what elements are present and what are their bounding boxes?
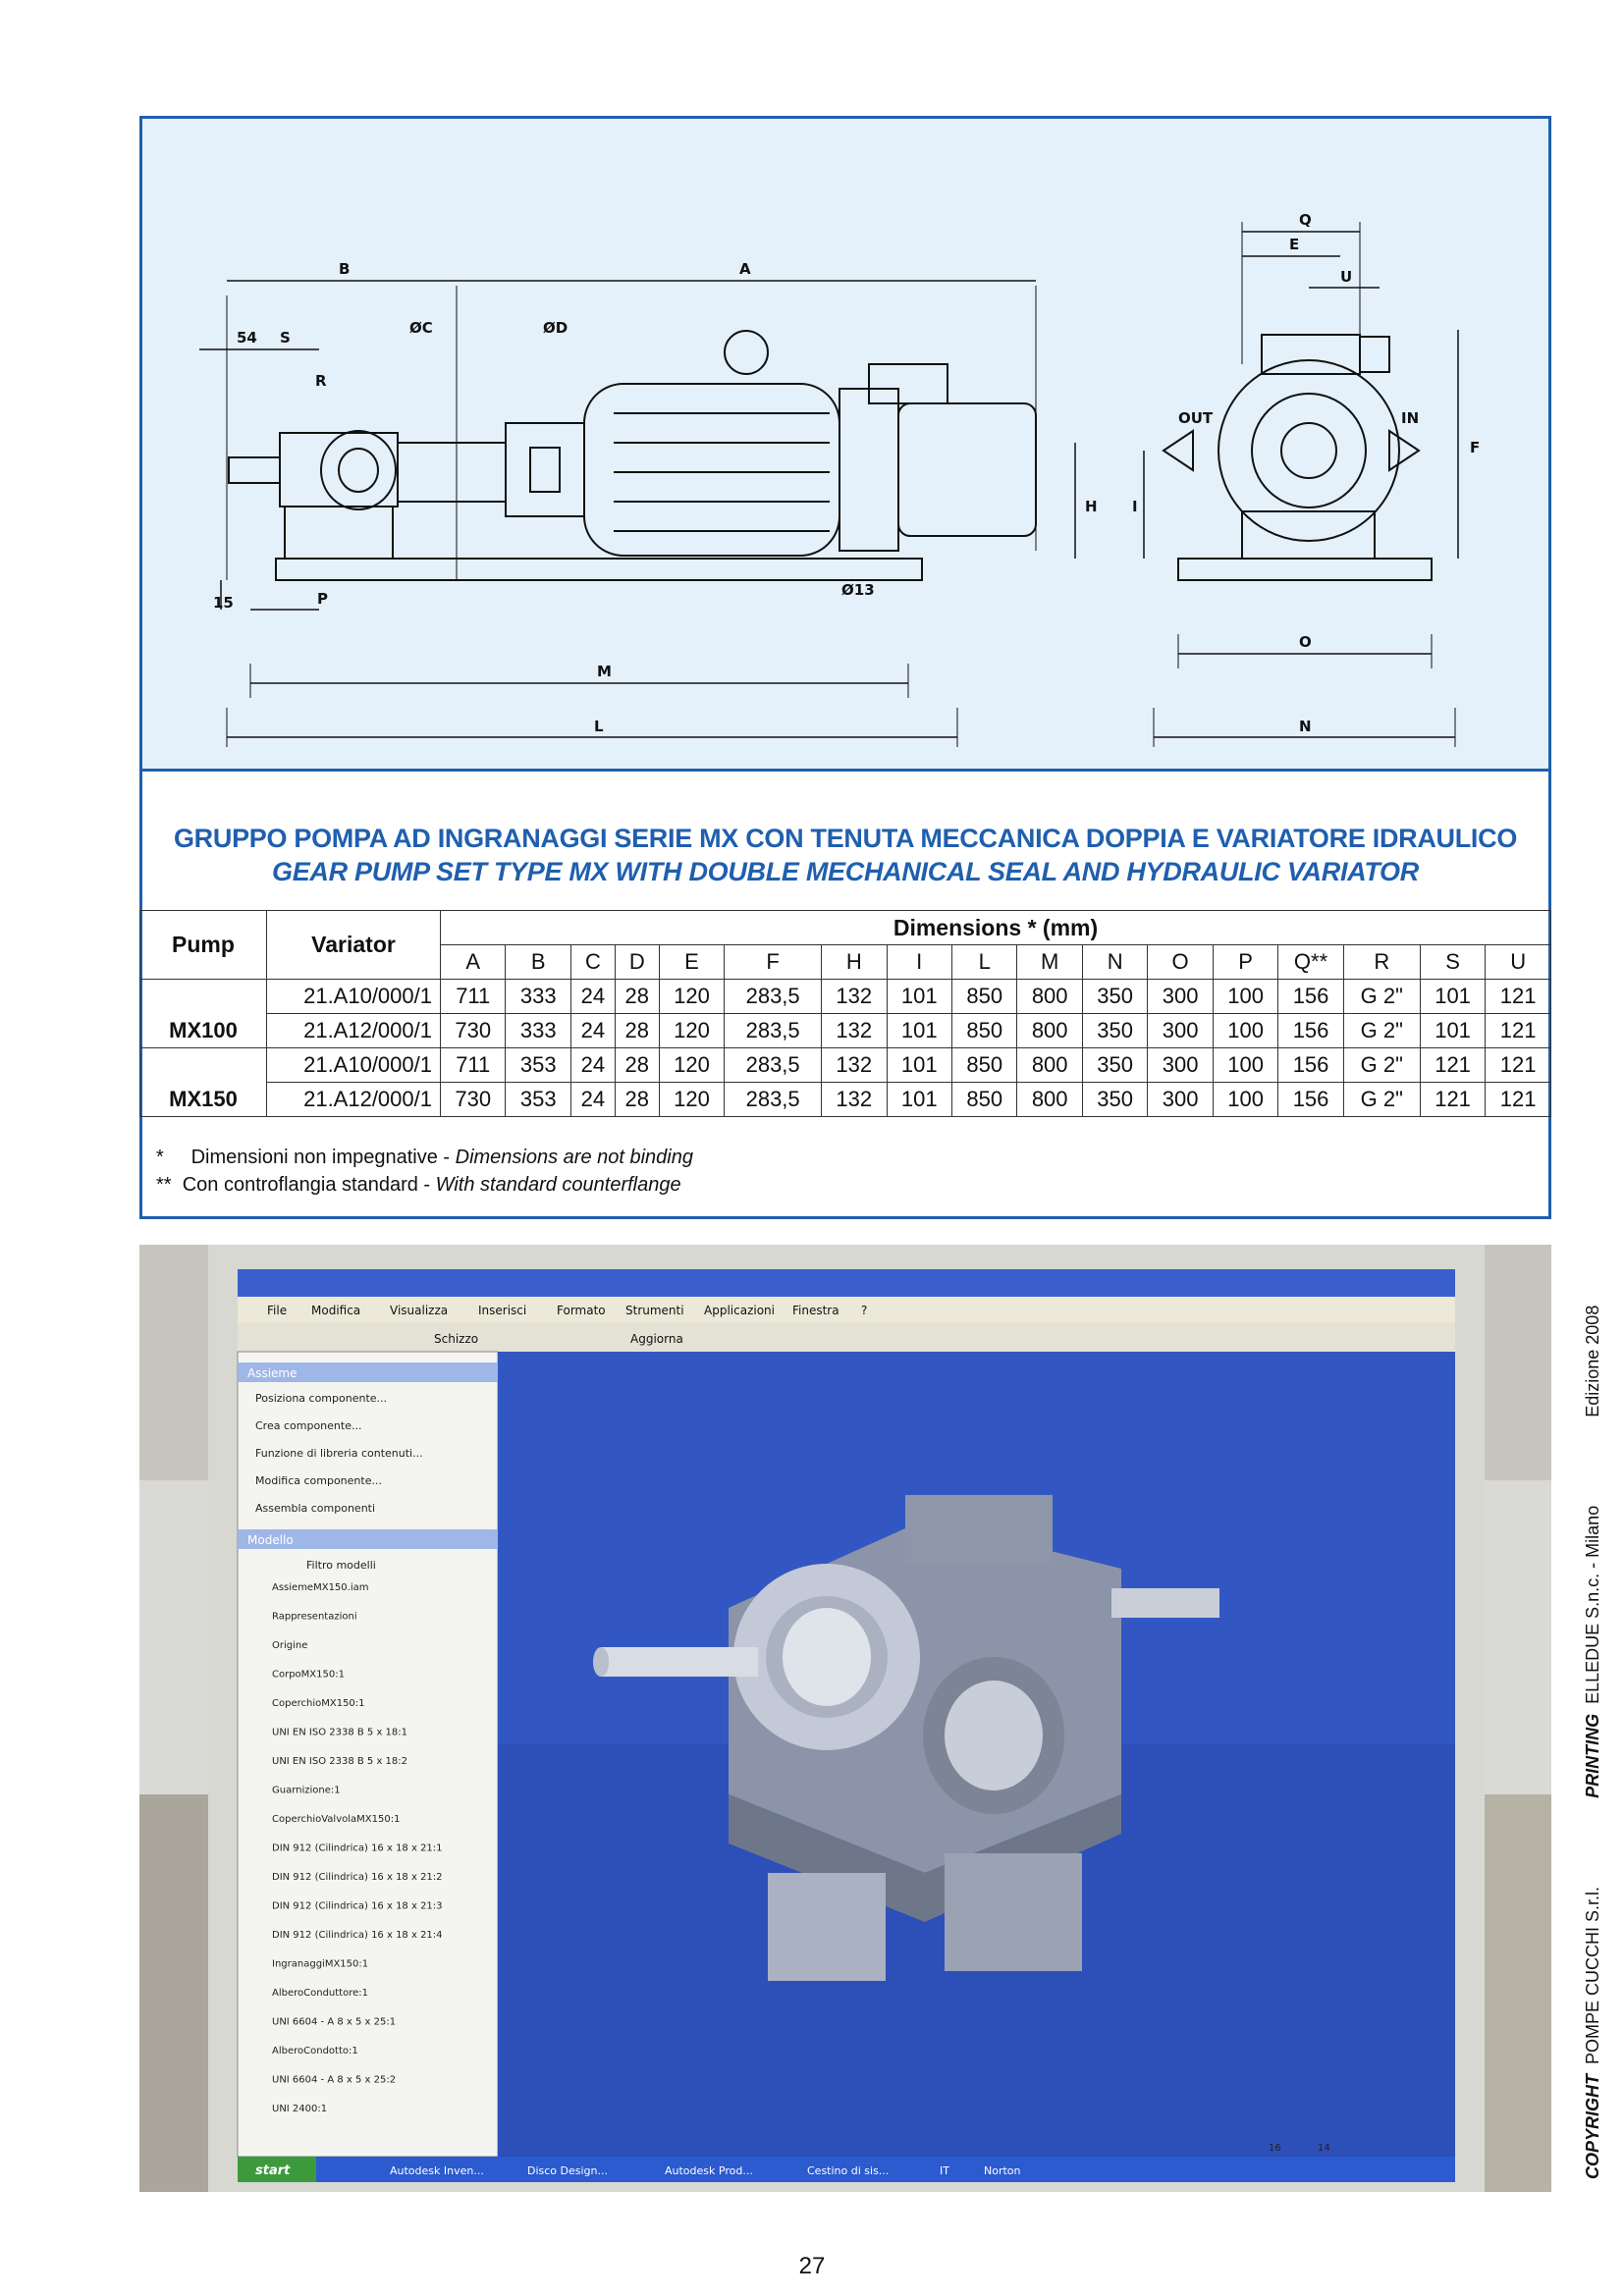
pump-port [321,431,396,509]
taskbar-app[interactable]: Cestino di sis... [807,2164,890,2177]
col-header: D [615,945,659,980]
menu-item[interactable]: Strumenti [625,1304,684,1317]
col-header: P [1213,945,1277,980]
drawing-svg [142,119,1548,769]
dimension-cell: 120 [659,1048,724,1083]
dimension-cell: 333 [506,980,570,1014]
dim-n: N [1299,718,1312,735]
dimension-cell: G 2" [1343,980,1420,1014]
dim-b: B [339,260,351,278]
dimension-cell: 350 [1082,1048,1147,1083]
footnote-sep: - [417,1174,436,1196]
model-tree-item[interactable]: DIN 912 (Cilindrica) 16 x 18 x 21:1 [272,1842,443,1854]
dim-c: ØC [409,319,433,337]
technical-drawing [142,119,1548,772]
col-header: B [506,945,570,980]
dimension-cell: 156 [1278,1014,1343,1048]
dimension-cell: 121 [1420,1083,1485,1117]
dimension-cell: 156 [1278,980,1343,1014]
variator-header: Variator [267,911,441,980]
pump-cell: MX100 [140,1014,267,1048]
menu-item[interactable]: File [267,1304,288,1317]
model-tree-item[interactable]: UNI EN ISO 2338 B 5 x 18:2 [272,1756,408,1767]
dimension-cell: 100 [1213,1048,1277,1083]
dim-h: H [1085,498,1098,515]
dimension-cell: 24 [570,1048,615,1083]
col-header: C [570,945,615,980]
model-tree-item[interactable]: UNI 6604 - A 8 x 5 x 25:1 [272,2016,397,2028]
model-tree-item[interactable]: Guarnizione:1 [272,1785,341,1796]
dimension-cell: 101 [1420,1014,1485,1048]
printing-label: PRINTING [1583,1713,1602,1798]
footnotes [156,1144,693,1199]
dim-r: R [315,372,327,390]
col-header: F [725,945,822,980]
taskbar-app[interactable]: Disco Design... [527,2164,609,2177]
table-row [140,1014,1551,1048]
dimensions-header: Dimensions * (mm) [441,911,1551,945]
dim-u: U [1340,268,1353,286]
dimension-cell: 132 [822,1083,887,1117]
dimension-cell: 101 [887,1083,951,1117]
dimension-cell: 350 [1082,1083,1147,1117]
dimension-cell: 333 [506,1014,570,1048]
model-tree-item[interactable]: UNI EN ISO 2338 B 5 x 18:1 [272,1727,408,1738]
lantern [398,443,506,502]
toolbar-update[interactable]: Aggiorna [630,1332,683,1346]
variator-cell: 21.A12/000/1 [267,1014,441,1048]
status-value: 16 [1269,2143,1281,2154]
dimension-cell: 28 [615,1014,659,1048]
pump-shaft [229,457,280,483]
motor-flange [839,389,898,551]
dim-s: S [280,329,291,347]
dimension-cell: G 2" [1343,1083,1420,1117]
model-panel-title: Modello [247,1533,294,1547]
col-header: A [441,945,506,980]
copyright-holder: POMPE CUCCHI S.r.l. [1583,1886,1602,2064]
model-tree-item[interactable]: UNI 6604 - A 8 x 5 x 25:2 [272,2074,397,2086]
dimension-cell: 101 [887,980,951,1014]
variator-cell: 21.A10/000/1 [267,980,441,1014]
dim-i: I [1132,498,1138,515]
variator [898,403,1036,536]
title-italian: GRUPPO POMPA AD INGRANAGGI SERIE MX CON TENUTA MECCANICA DOPPIA E VARIATORE IDRAULICO [173,824,1518,853]
dimension-cell: 132 [822,1048,887,1083]
front-base [1178,559,1432,580]
menu-item[interactable]: Inserisci [478,1304,527,1317]
in-arrow [1389,431,1419,470]
dimension-cell: 353 [506,1083,570,1117]
page-number: 27 [798,2253,826,2279]
dimension-cell: 711 [441,980,506,1014]
dimension-cell: 850 [951,1083,1016,1117]
menu-item[interactable]: Modifica [311,1304,361,1317]
footnote [156,1144,693,1171]
dimension-cell: 730 [441,1083,506,1117]
dimension-cell: 353 [506,1048,570,1083]
taskbar-app[interactable]: Autodesk Inven... [390,2164,484,2177]
dim-q: Q [1299,211,1312,229]
dimension-cell: 120 [659,1083,724,1117]
start-button[interactable]: start [255,2163,291,2178]
dimension-cell: 850 [951,1048,1016,1083]
taskbar-app[interactable]: Autodesk Prod... [665,2164,753,2177]
dim-f: F [1470,439,1481,456]
menu-item[interactable]: Formato [557,1304,606,1317]
dimension-cell: 300 [1148,1048,1213,1083]
model-filter[interactable]: Filtro modelli [306,1559,376,1572]
dimension-cell: 120 [659,980,724,1014]
dim-13: Ø13 [841,581,875,599]
label-out: OUT [1178,409,1214,427]
dimension-cell: 101 [887,1048,951,1083]
pump-header: Pump [140,911,267,980]
dimension-cell: 132 [822,980,887,1014]
status-value: 14 [1318,2143,1330,2154]
dimension-cell: G 2" [1343,1048,1420,1083]
dimension-cell: 101 [1420,980,1485,1014]
menu-item[interactable]: Applicazioni [704,1304,775,1317]
col-header: H [822,945,887,980]
footnote-sep: - [437,1147,456,1168]
tray-lang[interactable]: IT [940,2164,949,2177]
dimension-cell: 283,5 [725,1014,822,1048]
dimension-cell: 156 [1278,1048,1343,1083]
dimension-cell: 120 [659,1014,724,1048]
model-tree-item[interactable]: CoperchioMX150:1 [272,1698,365,1709]
dimension-cell: 283,5 [725,980,822,1014]
tray-norton[interactable]: Norton [984,2164,1021,2177]
dimension-cell: 132 [822,1014,887,1048]
model-tree-item[interactable]: AssiemeMX150.iam [272,1582,369,1593]
dimension-cell: 28 [615,1048,659,1083]
coupling [506,423,584,516]
col-header: O [1148,945,1213,980]
pump-cell [140,1048,267,1083]
dim-54: 54 [237,329,257,347]
variator-cell: 21.A10/000/1 [267,1048,441,1083]
dimension-cell: 100 [1213,1014,1277,1048]
dimension-cell: 850 [951,1014,1016,1048]
footnote-it: Dimensioni non impegnative [190,1147,438,1168]
model-tree-item[interactable]: DIN 912 (Cilindrica) 16 x 18 x 21:3 [272,1900,443,1912]
dimension-cell: 121 [1420,1048,1485,1083]
motor [584,384,839,556]
assembly-item[interactable]: Crea componente... [255,1419,362,1432]
dimension-cell: 24 [570,1014,615,1048]
col-header: I [887,945,951,980]
variator-cell: 21.A12/000/1 [267,1083,441,1117]
dimension-cell: 350 [1082,1014,1147,1048]
dimension-cell: 350 [1082,980,1147,1014]
dim-o: O [1299,633,1312,651]
assembly-item[interactable]: Posiziona componente... [255,1392,388,1405]
dimension-cell: 730 [441,1014,506,1048]
dim-l: L [594,718,604,735]
col-header: U [1486,945,1551,980]
col-header: M [1017,945,1082,980]
label-in: IN [1401,409,1420,427]
footnote-mark: * [156,1147,164,1168]
menu-item[interactable]: Finestra [792,1304,839,1317]
dimension-cell: 800 [1017,980,1082,1014]
dimension-cell: 121 [1486,1014,1551,1048]
table-body [140,980,1551,1117]
dimension-cell: 800 [1017,1014,1082,1048]
photo-svg [139,1245,1551,2192]
table-row [140,980,1551,1014]
dimension-cell: 24 [570,980,615,1014]
table-row [140,1083,1551,1117]
variator-knob [725,331,768,374]
assembly-item[interactable]: Modifica componente... [255,1474,382,1487]
dimension-cell: 850 [951,980,1016,1014]
out-arrow [1164,431,1193,470]
dim-e: E [1289,236,1300,253]
pump-cell: MX150 [140,1083,267,1117]
dimension-cell: G 2" [1343,1014,1420,1048]
data-sheet-frame [139,116,1551,1219]
assembly-item[interactable]: Assembla componenti [255,1502,376,1515]
dimension-cell: 156 [1278,1083,1343,1117]
footnote-en: Dimensions are not binding [455,1147,693,1168]
dimension-cell: 800 [1017,1048,1082,1083]
model-tree-item[interactable]: DIN 912 (Cilindrica) 16 x 18 x 21:4 [272,1930,443,1941]
footnote-it: Con controflangia standard [182,1174,418,1196]
dimension-cell: 121 [1486,1048,1551,1083]
assembly-panel-title: Assieme [247,1366,298,1380]
menu-item[interactable]: ? [861,1304,868,1317]
model-tree-item[interactable]: Rappresentazioni [272,1611,357,1623]
menu-item[interactable]: Visualizza [390,1304,449,1317]
printer-name: ELLEDUE S.n.c. - Milano [1583,1505,1602,1704]
model-tree-item[interactable]: AlberoCondotto:1 [272,2046,358,2056]
dimension-cell: 283,5 [725,1048,822,1083]
edition: Edizione 2008 [1583,1305,1602,1417]
dimension-cell: 28 [615,980,659,1014]
model-tree-item[interactable]: Origine [272,1640,308,1651]
dimension-cell: 300 [1148,1083,1213,1117]
cad-monitor-photo [139,1245,1551,2192]
col-header: Q** [1278,945,1343,980]
model-tree-item[interactable]: CoperchioValvolaMX150:1 [272,1814,401,1825]
dimension-cell: 100 [1213,980,1277,1014]
model-tree-item[interactable]: UNI 2400:1 [272,2104,328,2114]
terminal-box [869,364,947,403]
dim-m: M [597,663,612,680]
dimension-cell: 300 [1148,1014,1213,1048]
footnote [156,1171,693,1199]
table-row [140,1048,1551,1083]
dim-a: A [739,260,751,278]
dim-p: P [317,590,328,608]
copyright-label: COPYRIGHT [1583,2073,1602,2179]
dimension-cell: 800 [1017,1083,1082,1117]
dim-15: 15 [213,594,234,612]
dim-d: ØD [543,319,568,337]
model-tree-item[interactable]: DIN 912 (Cilindrica) 16 x 18 x 21:2 [272,1872,443,1883]
toolbar-sketch[interactable]: Schizzo [434,1332,479,1346]
dimension-cell: 121 [1486,980,1551,1014]
assembly-item[interactable]: Funzione di libreria contenuti... [255,1447,423,1460]
dimension-cell: 121 [1486,1083,1551,1117]
model-tree-item[interactable]: AlberoConduttore:1 [272,1988,368,1999]
pump-cell [140,980,267,1014]
front-pump-casing [1218,360,1399,541]
model-tree-item[interactable]: CorpoMX150:1 [272,1669,345,1681]
dimension-cell: 711 [441,1048,506,1083]
col-header: N [1082,945,1147,980]
dimensions-table [139,910,1551,1117]
dimension-cell: 101 [887,1014,951,1048]
base-plate [276,559,922,580]
col-header: R [1343,945,1420,980]
side-credits [1583,1306,1603,2179]
col-header: L [951,945,1016,980]
dimension-cell: 283,5 [725,1083,822,1117]
footnote-mark: ** [156,1174,172,1196]
col-header: E [659,945,724,980]
dimension-cell: 100 [1213,1083,1277,1117]
model-tree-item[interactable]: IngranaggiMX150:1 [272,1958,369,1970]
title-english: GEAR PUMP SET TYPE MX WITH DOUBLE MECHANICAL SEAL AND HYDRAULIC VARIATOR [272,857,1419,886]
dimension-cell: 28 [615,1083,659,1117]
footnote-en: With standard counterflange [435,1174,681,1196]
dimension-cell: 24 [570,1083,615,1117]
dimension-cell: 300 [1148,980,1213,1014]
col-header: S [1420,945,1485,980]
